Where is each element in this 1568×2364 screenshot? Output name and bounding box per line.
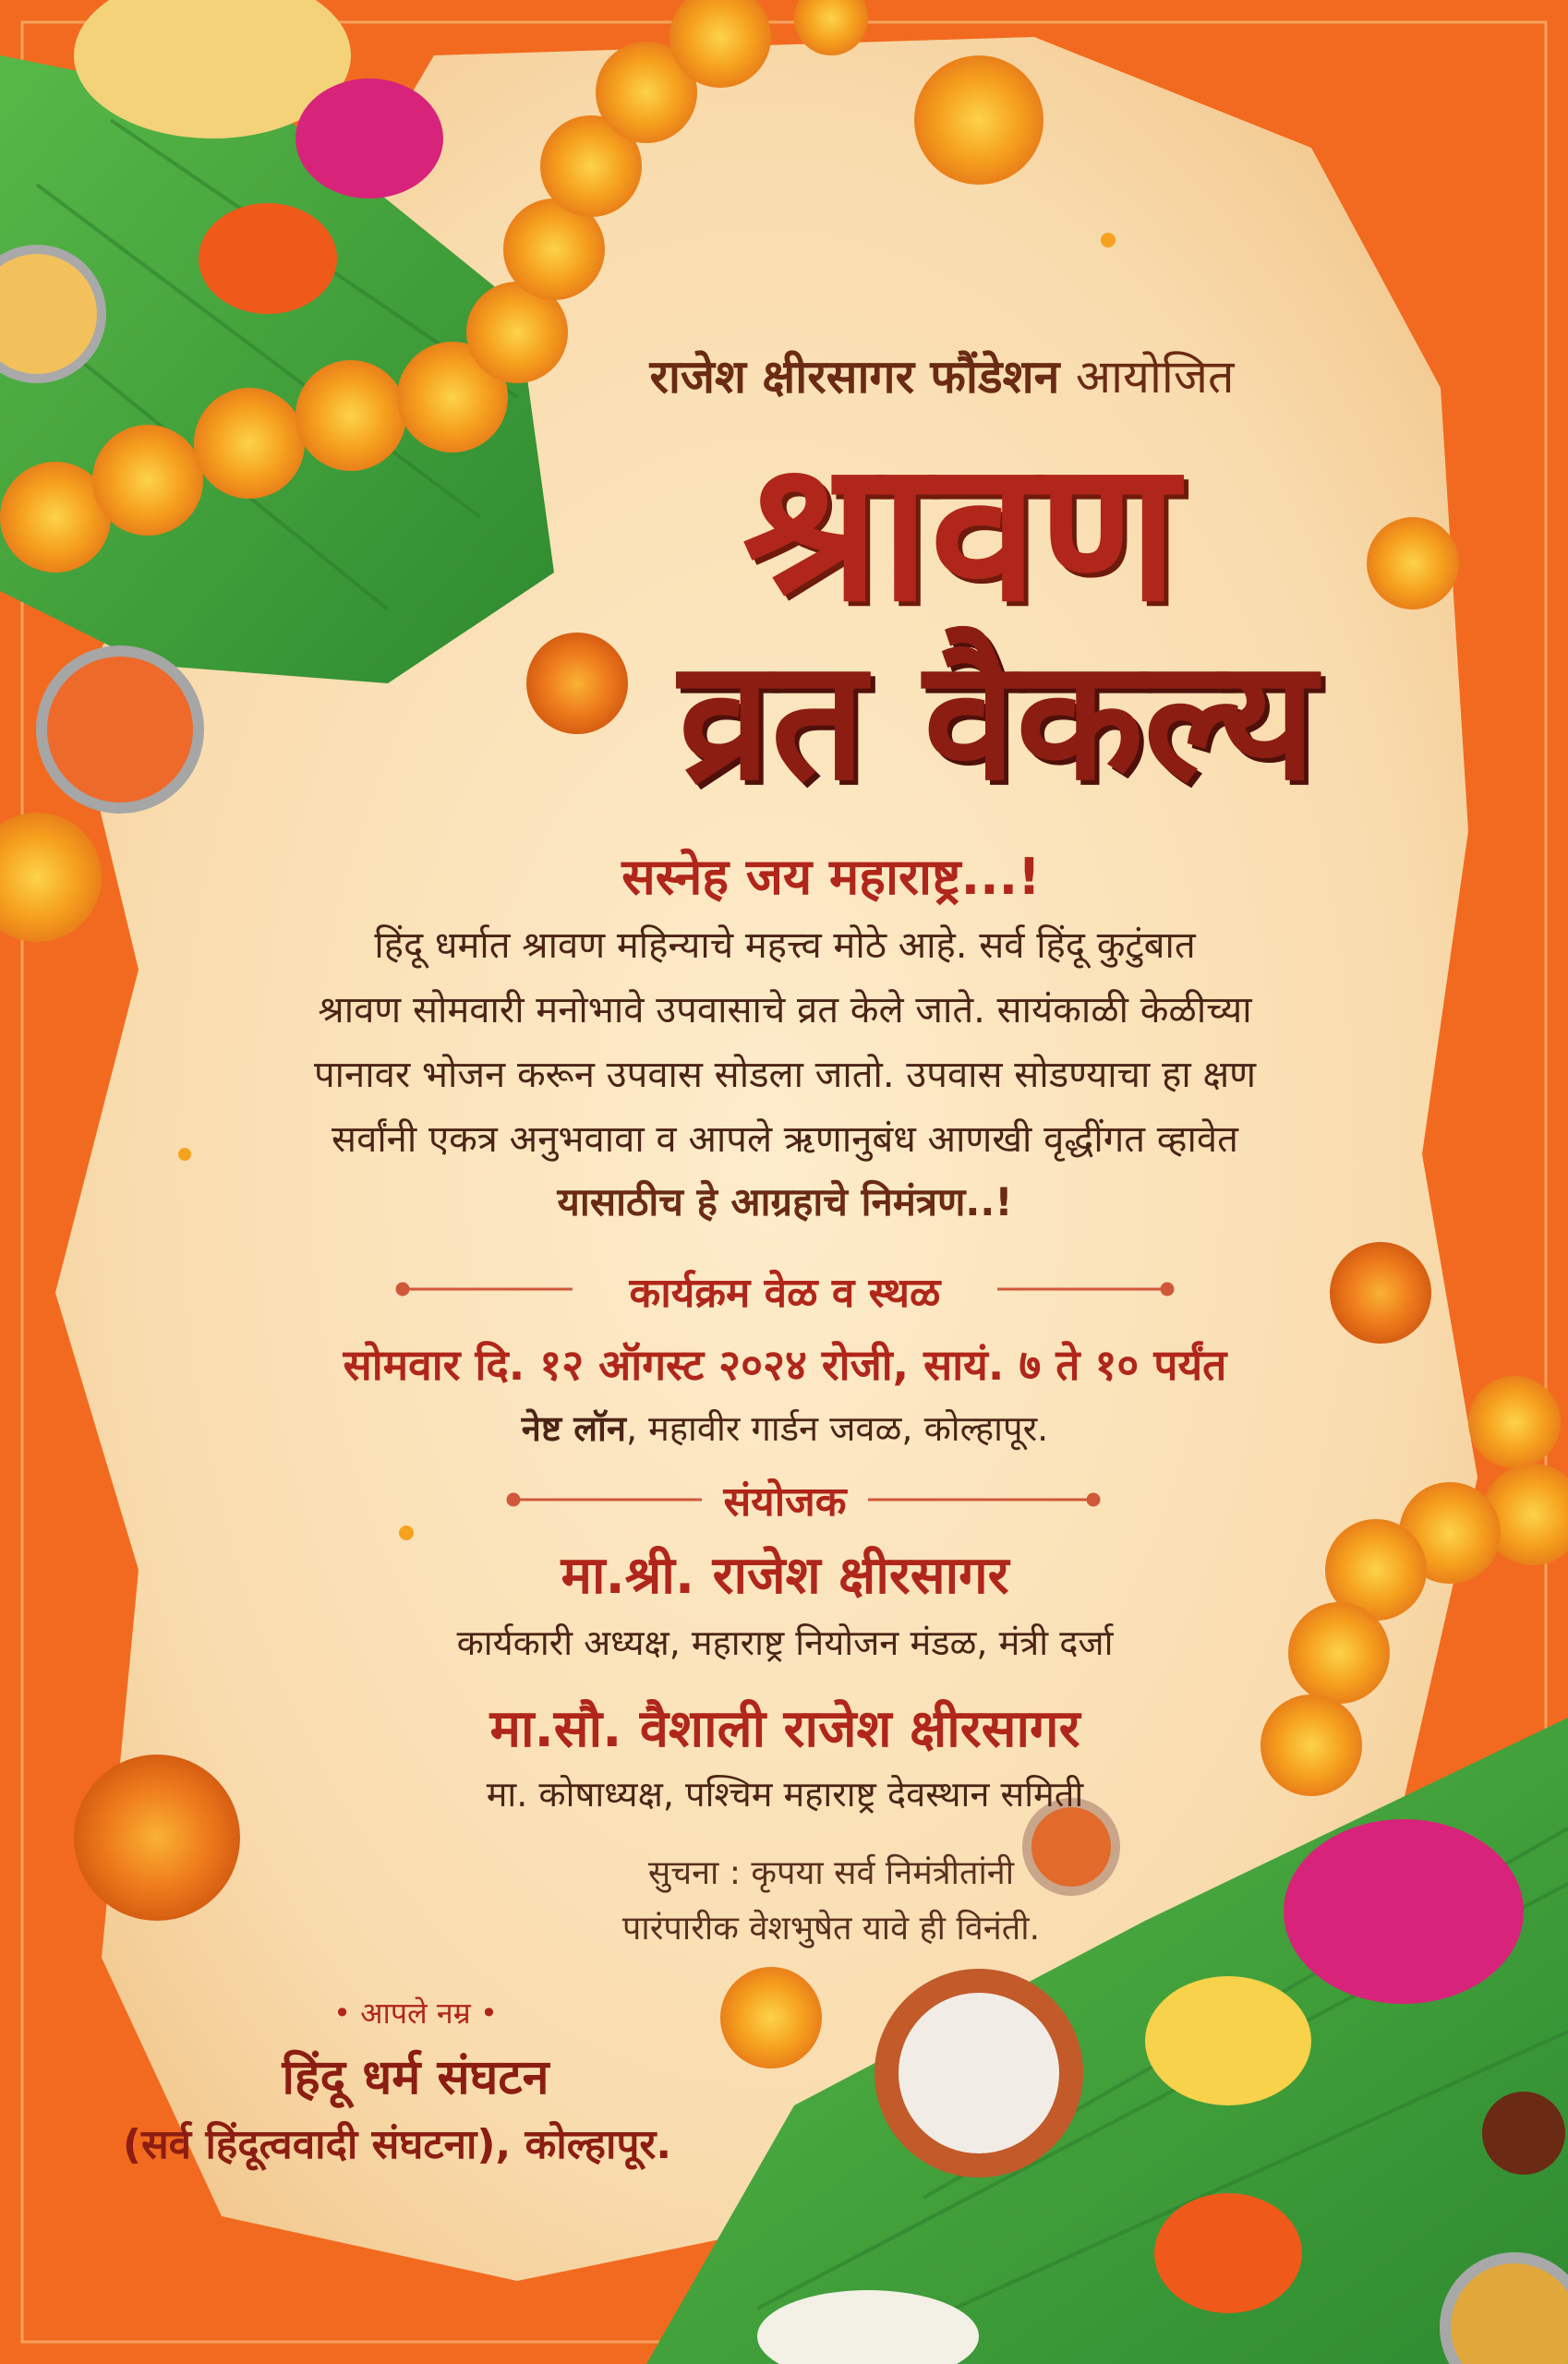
venue-name: नेष्ट लॉन [521,1408,626,1449]
organizer-person2-role: मा. कोषाध्यक्ष, पश्चिम महाराष्ट्र देवस्थान समिती [486,1774,1084,1815]
organizer-person2-name: मा.सौ. वैशाली राजेश क्षीरसागर [489,1699,1080,1759]
signature-org: हिंदू धर्म संघटन [282,2050,549,2105]
signature-org-sub: (सर्व हिंदूत्ववादी संघटना), कोल्हापूर. [122,2121,672,2168]
invitation-line: यासाठीच हे आग्रहाचे निमंत्रण..! [557,1179,1013,1224]
event-datetime: सोमवार दि. १२ ऑगस्ट २०२४ रोजी, सायं. ७ ते १० पर्यंत [343,1340,1227,1390]
event-venue [203,1404,1367,1452]
organizer-line [480,344,1404,406]
greeting: सस्नेह जय महाराष्ट्र...! [621,848,1041,906]
message-line: श्रावण सोमवारी मनोभावे उपवासाचे व्रत केले जाते. सायंकाळी केळीच्या [318,989,1252,1031]
notice-line2: पारंपारीक वेशभुषेत यावे ही विनंती. [621,1910,1041,1948]
organizer-name: राजेश क्षीरसागर फौंडेशन [649,350,1060,404]
title-vrat-vaikalya: व्रत वैकल्य [678,622,1317,817]
marigold-flower [1330,1242,1431,1344]
organizers-heading: संयोजक [723,1478,847,1526]
organizer-person1-name: मा.श्री. राजेश क्षीरसागर [561,1546,1009,1606]
marigold-flower [1367,517,1459,609]
event-heading: कार्यक्रम वेळ व स्थळ [629,1270,941,1317]
notice-line1: सुचना : कृपया सर्व निमंत्रीतांनी [647,1854,1015,1892]
venue-address: , महावीर गार्डन जवळ, कोल्हापूर. [625,1408,1049,1449]
marigold-flower [720,1967,822,2068]
message-line: हिंदू धर्मात श्रावण महिन्याचे महत्त्व मोठे आहे. सर्व हिंदू कुटुंबात [374,924,1196,967]
message-line: सर्वांनी एकत्र अनुभवावा व आपले ऋणानुबंध आणखी वृद्धींगत व्हावेत [332,1118,1238,1161]
organizer-suffix: आयोजित [1075,350,1235,404]
message-line: पानावर भोजन करून उपवास सोडला जातो. उपवास सोडण्याचा हा क्षण [313,1054,1257,1096]
signature-prefix: • आपले नम्र • [333,1996,498,2031]
title-shravan: श्रावण [742,416,1178,645]
marigold-flower [74,1755,240,1921]
organizer-person1-role: कार्यकारी अध्यक्ष, महाराष्ट्र नियोजन मंडळ, मंत्री दर्जा [456,1622,1114,1663]
